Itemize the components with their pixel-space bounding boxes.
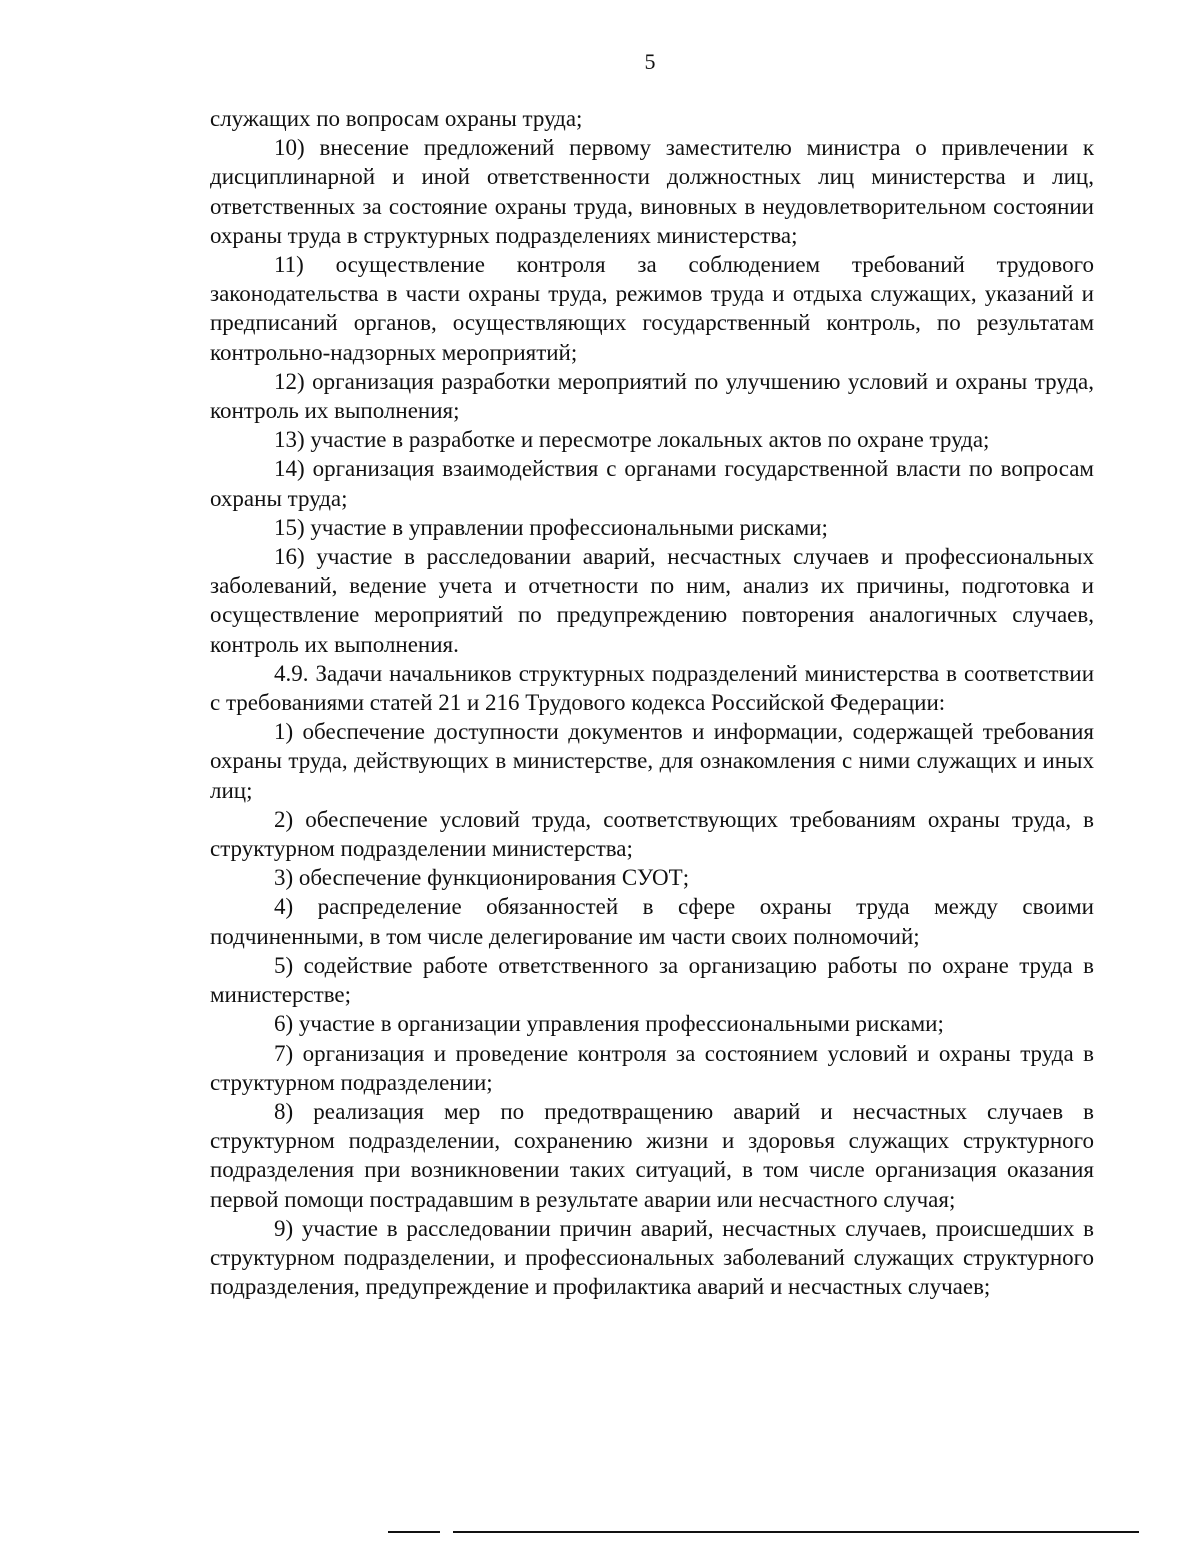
paragraph: 2) обеспечение условий труда, соответствующих требованиям охраны труда, в структурном подразделении министерства;: [210, 806, 1094, 862]
paragraph: 16) участие в расследовании аварий, несчастных случаев и профессиональных заболеваний, ведение учета и отчетности по ним, анализ их причины, подготовка и осуществление мероприятий по предупреждению повторения аналогичных случаев, контроль их выполнения.: [210, 544, 1094, 657]
paragraph: 14) организация взаимодействия с органами государственной власти по вопросам охраны труда;: [210, 456, 1094, 511]
footer-rule-short: [388, 1531, 440, 1533]
paragraph: 7) организация и проведение контроля за состоянием условий и охраны труда в структурном подразделении;: [210, 1040, 1094, 1095]
paragraph: 11) осуществление контроля за соблюдением требований трудового законодательства в части охраны труда, режимов труда и отдыха служащих, указаний и предписаний органов, осуществляющих государственный контроль, по результатам контрольно-надзорных мероприятий;: [210, 252, 1094, 365]
paragraph: 9) участие в расследовании причин аварий, несчастных случаев, происшедших в структурном подразделении, и профессиональных заболеваний служащих структурного подразделения, предупреждение и профилактика аварий и несчастных случаев;: [210, 1215, 1094, 1300]
paragraph: 4.9. Задачи начальников структурных подразделений министерства в соответствии с требованиями статей 21 и 216 Трудового кодекса Российской Федерации:: [210, 660, 1094, 716]
paragraph: 15) участие в управлении профессиональными рисками;: [274, 514, 828, 540]
paragraph: 6) участие в организации управления профессиональными рисками;: [274, 1011, 944, 1037]
paragraph: 1) обеспечение доступности документов и информации, содержащей требования охраны труда, действующих в министерстве, для ознакомления с ними служащих и иных лиц;: [210, 719, 1094, 803]
document-body: [210, 104, 1094, 1301]
footer-rule-long: [453, 1531, 1139, 1533]
paragraph: 5) содействие работе ответственного за организацию работы по охране труда в министерстве;: [210, 952, 1094, 1008]
paragraph: 10) внесение предложений первому заместителю министра о привлечении к дисциплинарной и иной ответственности должностных лиц министерства и лиц, ответственных за состояние охраны труда, виновных в неудовлетворительном состоянии охраны труда в структурных подразделениях министерства;: [210, 135, 1094, 248]
paragraph: 13) участие в разработке и пересмотре локальных актов по охране труда;: [274, 427, 990, 453]
paragraph: служащих по вопросам охраны труда;: [210, 106, 583, 131]
paragraph: 8) реализация мер по предотвращению аварий и несчастных случаев в структурном подразделении, сохранению жизни и здоровья служащих структурного подразделения при возникновении таких ситуаций, в том числе организация оказания первой помощи пострадавшим в результате аварии или несчастного случая;: [210, 1098, 1094, 1212]
paragraph: 3) обеспечение функционирования СУОТ;: [274, 865, 690, 891]
page-number: 5: [644, 49, 656, 74]
paragraph: 12) организация разработки мероприятий по улучшению условий и охраны труда, контроль их выполнения;: [210, 368, 1094, 424]
paragraph: 4) распределение обязанностей в сфере охраны труда между своими подчиненными, в том числе делегирование им части своих полномочий;: [210, 894, 1094, 949]
